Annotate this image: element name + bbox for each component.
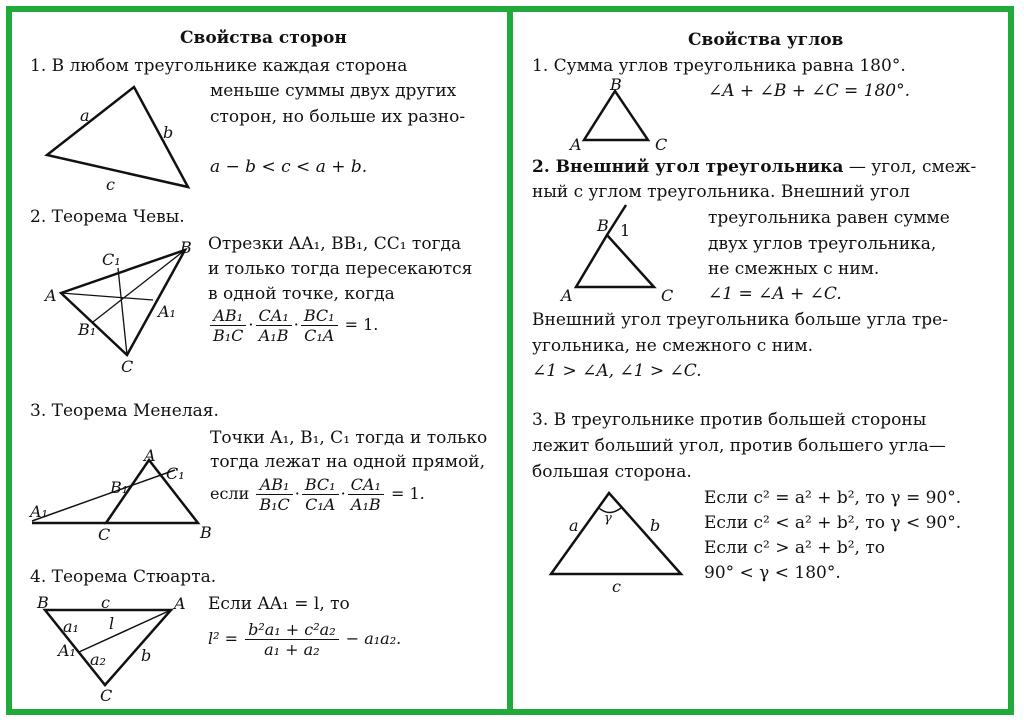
st-label-a-vertex: A (174, 594, 186, 613)
a2-label-b: B (597, 216, 609, 235)
stewart-line1: Если AA₁ = l, то (208, 594, 350, 614)
angles-3-line2: лежит больший угол, против большего угла— (532, 436, 946, 456)
ceva-heading: 2. Теорема Чевы. (30, 207, 185, 227)
a1-label-b: B (610, 75, 622, 94)
st-label-b-side: b (141, 646, 152, 665)
a3-label-c: c (612, 577, 621, 596)
men-label-c1: C₁ (166, 464, 185, 483)
a1-label-c: C (655, 135, 668, 154)
menelaus-line1: Точки A₁, B₁, C₁ тогда и только (210, 428, 488, 448)
st-label-a2: a₂ (90, 650, 106, 669)
men-label-c: C (98, 525, 111, 544)
menelaus-formula: если $\frac{\text{AB₁}}{\text{B₁C}}$ · $\frac{\text{BC₁}}{\text{C₁A}}$ · $\frac{\text{CA₁}}{\text{A₁B}}$ = 1. (210, 475, 425, 514)
a2-label-1: 1 (620, 221, 631, 240)
menelaus-heading: 3. Теорема Менелая. (30, 401, 219, 421)
ceva-label-b: B (180, 238, 192, 257)
angles-3-case1: Если c² = a² + b², то γ = 90°. (704, 488, 962, 508)
angles-2-formula: ∠1 = ∠A + ∠C. (708, 284, 842, 304)
angles-2-line5: не смежных с ним. (708, 259, 880, 279)
label-b: b (163, 123, 174, 142)
men-label-a1: A₁ (30, 502, 48, 521)
external-angle-triangle (576, 235, 654, 287)
ceva-formula: $\frac{\text{AB₁}}{\text{B₁C}}$ · $\frac{\text{CA₁}}{\text{A₁B}}$ · $\frac{\text{BC₁}}{\text{C₁A}}$ = 1. (208, 306, 378, 345)
men-label-b: B (200, 523, 212, 542)
angles-2-line3: треугольника равен сумме (708, 208, 950, 228)
angle-sum-triangle (584, 91, 648, 140)
angles-2-line4: двух углов треугольника, (708, 234, 937, 254)
angles-1-line1: 1. Сумма углов треугольника равна 180°. (532, 56, 906, 76)
angles-2-line7: угольника, не смежного с ним. (532, 336, 813, 356)
st-label-a1-point: A₁ (58, 641, 76, 660)
ceva-line3: в одной точке, когда (208, 284, 395, 304)
sides-heading: Свойства сторон (180, 28, 347, 48)
st-label-a1: a₁ (63, 617, 79, 636)
a1-label-a: A (570, 135, 582, 154)
angles-3-line3: большая сторона. (532, 462, 692, 482)
st-label-c-side: c (101, 593, 110, 612)
menelaus-line2: тогда лежат на одной прямой, (210, 452, 485, 472)
angles-2-line6: Внешний угол треугольника больше угла тре- (532, 310, 948, 330)
ceva-label-c1: C₁ (102, 250, 121, 269)
st-label-c-vertex: C (100, 686, 113, 705)
sides-1-line2: меньше суммы двух других (210, 81, 457, 101)
st-label-l: l (109, 614, 115, 633)
a3-label-b: b (650, 516, 661, 535)
sides-1-line3: сторон, но больше их разно- (210, 107, 466, 127)
label-c: c (106, 175, 115, 194)
angles-3-line1: 3. В треугольнике против большей стороны (532, 410, 927, 430)
angles-2-line2: ный с углом треугольника. Внешний угол (532, 182, 910, 202)
sides-1-line1: 1. В любом треугольнике каждая сторона (30, 56, 408, 76)
ceva-line2: и только тогда пересекаются (208, 259, 473, 279)
a2-label-a: A (561, 286, 573, 305)
angles-1-formula: ∠A + ∠B + ∠C = 180°. (708, 81, 911, 101)
angles-3-case3b: 90° < γ < 180°. (704, 563, 841, 583)
a3-label-a: a (569, 516, 579, 535)
label-a: a (80, 106, 90, 125)
ceva-line1: Отрезки AA₁, BB₁, CC₁ тогда (208, 234, 462, 254)
st-label-b-vertex: B (37, 593, 49, 612)
angles-2-formula2: ∠1 > ∠A, ∠1 > ∠C. (532, 361, 702, 381)
men-label-a: A (144, 446, 156, 465)
stewart-formula: l² = $\frac{\text{b²a₁ + c²a₂}}{\text{a₁ + a₂}}$ − a₁a₂. (208, 620, 402, 659)
sides-1-inequality: a − b < c < a + b. (210, 157, 368, 177)
ceva-label-c: C (121, 357, 134, 376)
ceva-label-b1: B₁ (78, 320, 97, 339)
ceva-label-a: A (45, 286, 57, 305)
a3-label-gamma: γ (604, 511, 612, 526)
ceva-label-a1: A₁ (158, 302, 176, 321)
angles-3-case3: Если c² > a² + b², то (704, 538, 885, 558)
men-label-b1: B₁ (110, 478, 129, 497)
stewart-heading: 4. Теорема Стюарта. (30, 567, 217, 587)
angles-heading: Свойства углов (688, 30, 844, 50)
a2-label-c: C (661, 286, 674, 305)
angles-2-line1: 2. Внешний угол треугольника — угол, смеж- (532, 157, 977, 177)
angles-3-case2: Если c² < a² + b², то γ < 90°. (704, 513, 962, 533)
